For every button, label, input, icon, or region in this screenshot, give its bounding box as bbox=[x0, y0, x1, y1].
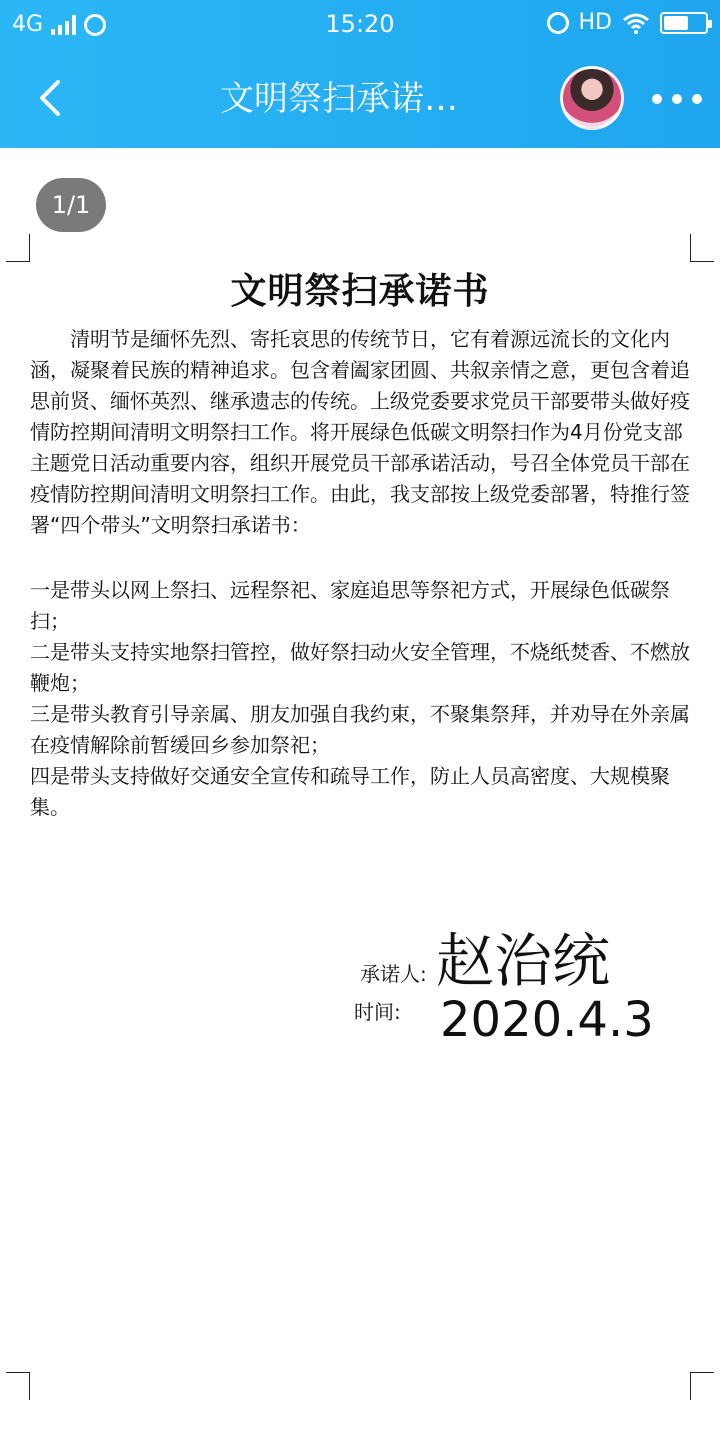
commitment-item: 二是带头支持实地祭扫管控，做好祭扫动火安全管理，不烧纸焚香、不燃放鞭炮； bbox=[30, 640, 690, 695]
avatar[interactable] bbox=[560, 66, 624, 130]
promisor-label: 承诺人: bbox=[360, 962, 427, 986]
status-right bbox=[547, 10, 708, 35]
crop-mark-top-right bbox=[690, 234, 714, 262]
promisor-name: 赵治统 bbox=[436, 927, 611, 995]
document-title-bar: 文明祭扫承诺… bbox=[220, 79, 458, 119]
status-time: 15:20 bbox=[325, 10, 395, 38]
page-indicator: 1/1 bbox=[36, 178, 106, 232]
paragraph-spacer bbox=[30, 541, 690, 575]
document-content bbox=[30, 262, 690, 823]
alarm-icon bbox=[547, 12, 569, 34]
more-dot-icon bbox=[672, 94, 682, 104]
chevron-left-icon bbox=[38, 80, 62, 116]
commitment-item: 三是带头教育引导亲属、朋友加强自我约束，不聚集祭拜，并劝导在外亲属在疫情解除前暂缓回乡参加祭祀； bbox=[30, 702, 690, 757]
hd-indicator: HD bbox=[578, 10, 612, 35]
crop-mark-top-left bbox=[6, 234, 30, 262]
more-dot-icon bbox=[692, 94, 702, 104]
commitment-item: 一是带头以网上祭扫、远程祭祀、家庭追思等祭祀方式，开展绿色低碳祭扫； bbox=[30, 578, 670, 633]
network-type: 4G bbox=[12, 12, 44, 37]
sign-date: 2020.4.3 bbox=[440, 992, 654, 1048]
document-intro: 清明节是缅怀先烈、寄托哀思的传统节日，它有着源远流长的文化内涵，凝聚着民族的精神追求。包含着阖家团圆、共叙亲情之意，更包含着追思前贤、缅怀英烈、继承遗志的传统。上级党委要求党员干部要带头做好疫情防控期间清明文明祭扫工作。将开展绿色低碳文明祭扫作为4月份党支部主题党日活动重要内容，组织开展党员干部承诺活动，号召全体党员干部在疫情防控期间清明文明祭扫工作。由此，我支部按上级党委部署，特推行签署“四个带头”文明祭扫承诺书： bbox=[30, 327, 690, 537]
crop-mark-bottom-right bbox=[690, 1372, 714, 1400]
crop-mark-bottom-left bbox=[6, 1372, 30, 1400]
back-button[interactable] bbox=[28, 70, 72, 126]
more-options-button[interactable] bbox=[652, 84, 702, 114]
app-header bbox=[0, 0, 720, 148]
status-bar bbox=[0, 0, 720, 50]
battery-icon bbox=[660, 12, 708, 34]
signature-block bbox=[350, 928, 670, 1048]
app-bar bbox=[0, 50, 720, 148]
more-dot-icon bbox=[652, 94, 662, 104]
commitment-item: 四是带头支持做好交通安全宣传和疏导工作，防止人员高密度、大规模聚集。 bbox=[30, 764, 670, 819]
document-heading: 文明祭扫承诺书 bbox=[230, 271, 490, 312]
time-label: 时间: bbox=[354, 1000, 401, 1024]
wifi-icon bbox=[622, 12, 650, 34]
